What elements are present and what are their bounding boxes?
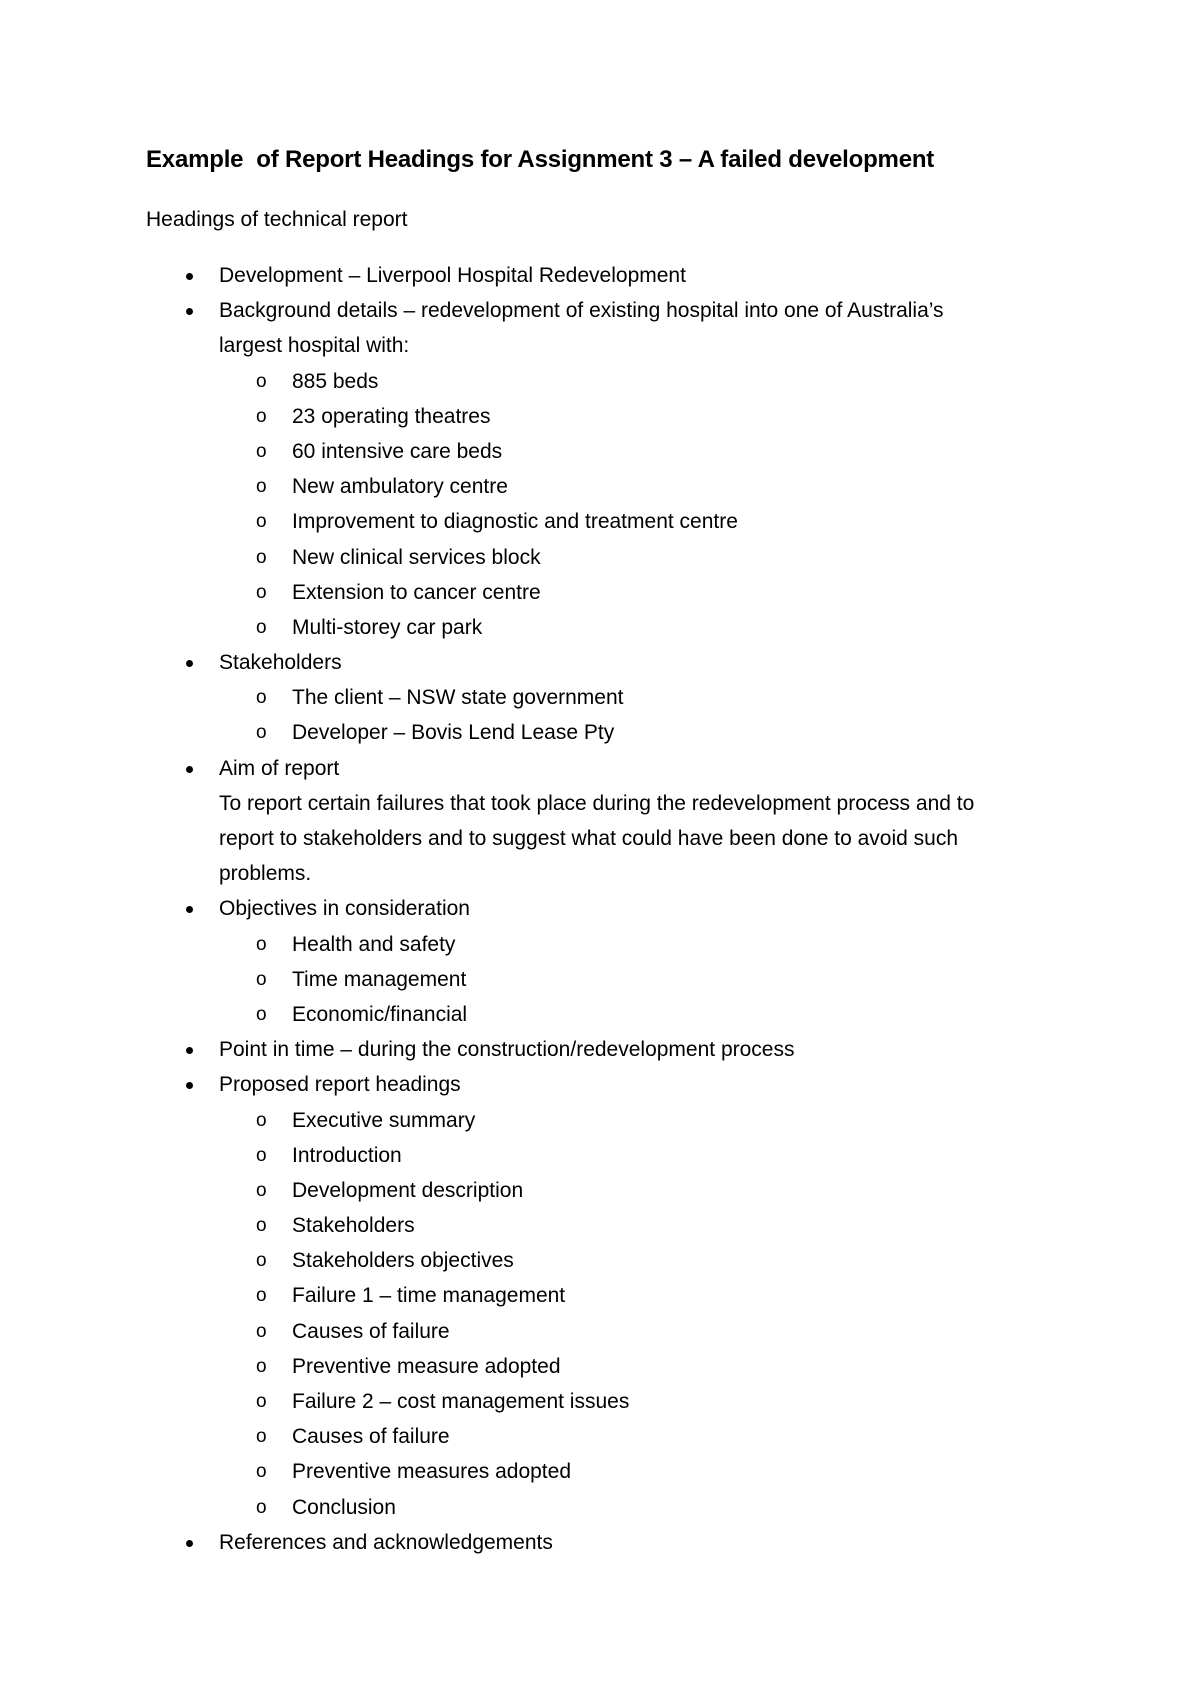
document-title: Example of Report Headings for Assignment 3 – A failed development bbox=[146, 146, 935, 173]
list-item-text: Extension to cancer centre bbox=[292, 580, 541, 604]
sub-bullet-icon: o bbox=[256, 1285, 267, 1307]
headings-list bbox=[0, 258, 1200, 1560]
list-item-text: Improvement to diagnostic and treatment centre bbox=[292, 510, 738, 534]
list-item bbox=[0, 1032, 1200, 1067]
list-item-continuation bbox=[0, 786, 1200, 821]
sub-list-item bbox=[0, 1384, 1200, 1419]
sub-list-item bbox=[0, 962, 1200, 997]
sub-list-item bbox=[0, 434, 1200, 469]
sub-bullet-icon: o bbox=[256, 1109, 267, 1131]
sub-bullet-icon: o bbox=[256, 370, 267, 392]
document-subtitle: Headings of technical report bbox=[146, 208, 408, 231]
sub-bullet-icon: o bbox=[256, 1144, 267, 1166]
sub-bullet-icon: o bbox=[256, 687, 267, 709]
sub-list-item bbox=[0, 469, 1200, 504]
list-item-text: To report certain failures that took place during the redevelopment process and to bbox=[219, 791, 975, 815]
list-item-text: Causes of failure bbox=[292, 1425, 450, 1449]
bullet-icon bbox=[186, 308, 193, 315]
list-item-text: Failure 2 – cost management issues bbox=[292, 1390, 630, 1413]
list-item bbox=[0, 293, 1200, 328]
list-item-text: Multi-storey car park bbox=[292, 615, 483, 639]
list-item-text: Executive summary bbox=[292, 1108, 476, 1132]
list-item-text: 23 operating theatres bbox=[292, 404, 491, 428]
sub-bullet-icon: o bbox=[256, 1496, 267, 1518]
sub-bullet-icon: o bbox=[256, 1461, 267, 1483]
sub-bullet-icon: o bbox=[256, 546, 267, 568]
list-item-text: Failure 1 – time management bbox=[292, 1284, 566, 1308]
list-item-text: Economic/financial bbox=[292, 1002, 468, 1026]
list-item-text: Background details – redevelopment of existing hospital into one of Australia’s bbox=[219, 299, 944, 323]
list-item-continuation bbox=[0, 856, 1200, 891]
sub-bullet-icon: o bbox=[256, 581, 267, 603]
bullet-icon bbox=[186, 273, 193, 280]
sub-bullet-icon: o bbox=[256, 722, 267, 744]
sub-bullet-icon: o bbox=[256, 476, 267, 498]
sub-bullet-icon: o bbox=[256, 616, 267, 638]
list-item bbox=[0, 1067, 1200, 1102]
sub-list-item bbox=[0, 1243, 1200, 1278]
bullet-icon bbox=[186, 1082, 193, 1089]
bullet-icon bbox=[186, 766, 193, 773]
list-item-text: New clinical services block bbox=[292, 545, 541, 569]
list-item bbox=[0, 1525, 1200, 1560]
sub-bullet-icon: o bbox=[256, 933, 267, 955]
sub-list-item bbox=[0, 1278, 1200, 1313]
list-item-continuation bbox=[0, 328, 1200, 363]
list-item-text: Preventive measures adopted bbox=[292, 1460, 571, 1484]
list-item-text: References and acknowledgements bbox=[219, 1530, 553, 1554]
list-item-text: Point in time – during the construction/redevelopment process bbox=[219, 1038, 795, 1062]
sub-bullet-icon: o bbox=[256, 1003, 267, 1025]
sub-list-item bbox=[0, 1208, 1200, 1243]
list-item-continuation bbox=[0, 821, 1200, 856]
sub-list-item bbox=[0, 927, 1200, 962]
sub-list-item bbox=[0, 1419, 1200, 1454]
list-item-text: Developer – Bovis Lend Lease Pty bbox=[292, 721, 615, 745]
bullet-icon bbox=[186, 906, 193, 913]
list-item bbox=[0, 751, 1200, 786]
sub-list-item bbox=[0, 540, 1200, 575]
sub-bullet-icon: o bbox=[256, 1250, 267, 1272]
list-item-text: Proposed report headings bbox=[219, 1073, 461, 1097]
list-item-text: Stakeholders objectives bbox=[292, 1249, 514, 1273]
sub-list-item bbox=[0, 364, 1200, 399]
list-item-text: Introduction bbox=[292, 1143, 402, 1167]
list-item bbox=[0, 258, 1200, 293]
list-item-text: Preventive measure adopted bbox=[292, 1354, 561, 1378]
list-item bbox=[0, 891, 1200, 926]
sub-list-item bbox=[0, 399, 1200, 434]
list-item-text: 885 beds bbox=[292, 369, 379, 393]
sub-bullet-icon: o bbox=[256, 1426, 267, 1448]
bullet-icon bbox=[186, 1540, 193, 1547]
list-item-text: largest hospital with: bbox=[219, 334, 410, 358]
list-item-text: Aim of report bbox=[219, 756, 340, 780]
list-item-text: The client – NSW state government bbox=[292, 686, 624, 710]
sub-list-item bbox=[0, 680, 1200, 715]
list-item-text: Health and safety bbox=[292, 932, 456, 956]
list-item-text: 60 intensive care beds bbox=[292, 439, 503, 463]
list-item-text: Stakeholders bbox=[292, 1214, 415, 1238]
bullet-icon bbox=[186, 1047, 193, 1054]
list-item-text: problems. bbox=[219, 862, 312, 886]
list-item bbox=[0, 645, 1200, 680]
list-item-text: Causes of failure bbox=[292, 1319, 450, 1343]
list-item-text: Time management bbox=[292, 967, 467, 991]
sub-bullet-icon: o bbox=[256, 968, 267, 990]
sub-list-item bbox=[0, 504, 1200, 539]
list-item-text: Stakeholders bbox=[219, 651, 342, 675]
sub-list-item bbox=[0, 715, 1200, 750]
list-item-text: Conclusion bbox=[292, 1495, 396, 1519]
sub-bullet-icon: o bbox=[256, 1215, 267, 1237]
sub-list-item bbox=[0, 1454, 1200, 1489]
sub-list-item bbox=[0, 1314, 1200, 1349]
sub-bullet-icon: o bbox=[256, 440, 267, 462]
list-item-text: report to stakeholders and to suggest what could have been done to avoid such bbox=[219, 827, 958, 850]
bullet-icon bbox=[186, 660, 193, 667]
sub-bullet-icon: o bbox=[256, 1179, 267, 1201]
sub-bullet-icon: o bbox=[256, 405, 267, 427]
sub-bullet-icon: o bbox=[256, 1355, 267, 1377]
list-item-text: Development – Liverpool Hospital Redevelopment bbox=[219, 264, 686, 287]
sub-bullet-icon: o bbox=[256, 1320, 267, 1342]
sub-list-item bbox=[0, 1138, 1200, 1173]
sub-bullet-icon: o bbox=[256, 1391, 267, 1412]
sub-list-item bbox=[0, 997, 1200, 1032]
sub-list-item bbox=[0, 1349, 1200, 1384]
sub-list-item bbox=[0, 1490, 1200, 1525]
list-item-text: New ambulatory centre bbox=[292, 475, 508, 499]
sub-list-item bbox=[0, 1173, 1200, 1208]
sub-list-item bbox=[0, 1103, 1200, 1138]
sub-bullet-icon: o bbox=[256, 511, 267, 533]
sub-list-item bbox=[0, 575, 1200, 610]
sub-list-item bbox=[0, 610, 1200, 645]
list-item-text: Development description bbox=[292, 1178, 524, 1202]
list-item-text: Objectives in consideration bbox=[219, 897, 470, 921]
